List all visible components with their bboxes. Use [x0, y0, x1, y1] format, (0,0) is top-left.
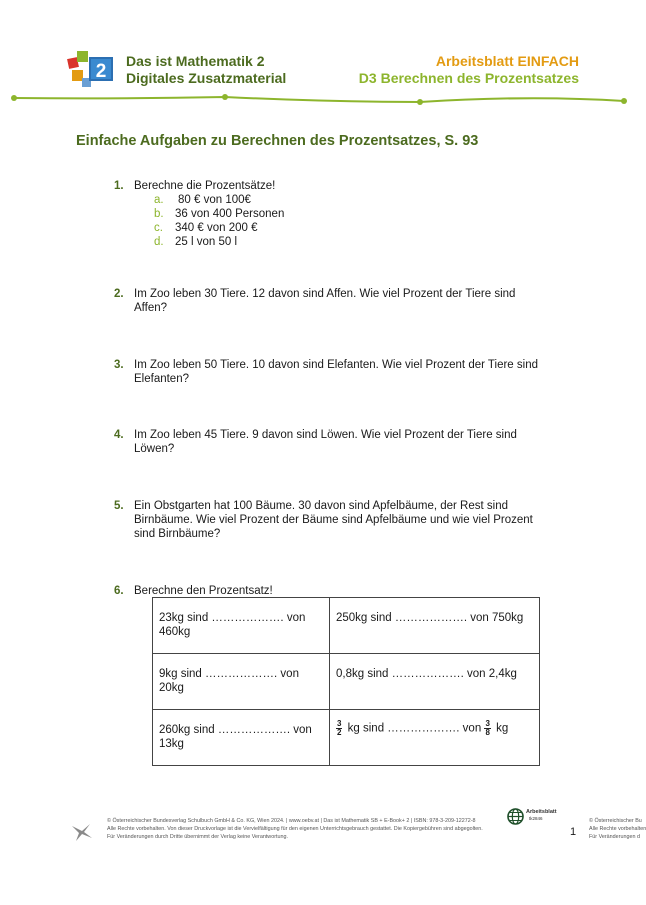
fraction [336, 720, 342, 737]
cut-off-copyright [589, 817, 646, 841]
task-number: 4. [114, 429, 124, 441]
task-number: 2. [114, 288, 124, 300]
cell-text: 460kg [159, 626, 191, 638]
table-cell [153, 598, 330, 654]
cell-text: 13kg [159, 738, 184, 750]
page-title: Einfache Aufgaben zu Berechnen des Prozentsatzes, S. 93 [76, 133, 479, 149]
copyright-footer [107, 817, 507, 841]
task-text-line3: sind Birnbäume? [134, 528, 221, 540]
cell-text: 0,8kg sind ………………. von 2,4kg [336, 668, 517, 680]
task-2 [114, 287, 554, 315]
fraction [484, 720, 490, 737]
copyright-line: Alle Rechte vorbehalten. Von dieser Druckvorlage ist die Vervielfältigung für den eigenen Unterrichtsgebrauch gestattet. Die Kopiergebühren sind abgegolten. [107, 826, 483, 832]
task-1 [114, 179, 554, 249]
task-4 [114, 428, 554, 456]
task-text-line2: Elefanten? [134, 373, 189, 385]
subtask-text: 36 von 400 Personen [175, 208, 285, 220]
task-text-line1: Im Zoo leben 50 Tiere. 10 davon sind Elefanten. Wie viel Prozent der Tiere sind [134, 359, 538, 371]
subtask-letter: d. [154, 236, 164, 248]
copyright-line: © Österreichischer Bu [589, 818, 642, 824]
subtask-d [134, 235, 554, 249]
subtask-letter: c. [154, 222, 163, 234]
publisher-logo-icon [70, 822, 94, 842]
task-text-line2: Löwen? [134, 443, 175, 455]
subtask-a [134, 193, 554, 207]
table-cell [330, 710, 540, 766]
task-number: 6. [114, 585, 124, 597]
subtask-text: 340 € von 200 € [175, 222, 258, 234]
task-5 [114, 499, 554, 541]
worksheet-badge-code: tk2846 [529, 816, 543, 821]
table-cell [153, 710, 330, 766]
table-cell [330, 598, 540, 654]
fraction-numerator: 3 [485, 719, 490, 728]
subtask-b [134, 207, 554, 221]
subtask-letter: a. [154, 194, 164, 206]
table-row [153, 598, 540, 654]
task-3 [114, 358, 554, 386]
task-number: 3. [114, 359, 124, 371]
worksheet-badge-label: Arbeitsblatt [526, 809, 557, 815]
sheet-topic: D3 Berechnen des Prozentsatzes [358, 70, 579, 86]
exercise-table [152, 597, 540, 766]
task-6 [114, 584, 554, 598]
logo-digit: 2 [95, 61, 107, 82]
brand-title: Das ist Mathematik 2 [126, 53, 265, 69]
task-number: 1. [114, 180, 124, 192]
header-divider [0, 88, 640, 114]
cell-text: kg sind ………………. von [347, 722, 482, 735]
task-text-line1: Im Zoo leben 30 Tiere. 12 davon sind Affen. Wie viel Prozent der Tiere sind [134, 288, 516, 300]
cell-text: 9kg sind ………………. von [159, 668, 299, 680]
cell-text: 20kg [159, 682, 184, 694]
copyright-line: © Österreichischer Bundesverlag Schulbuch GmbH & Co. KG, Wien 2024. | www.oebv.at | Das ist Mathematik SB + E-Book+ 2 | ISBN: 978-3-209-12272-8 [107, 818, 476, 824]
subtask-letter: b. [154, 208, 164, 220]
globe-icon [507, 808, 524, 825]
task-text: Berechne die Prozentsätze! [134, 180, 276, 192]
subtask-text: 80 € von 100€ [178, 194, 251, 206]
table-cell [330, 654, 540, 710]
copyright-line: Alle Rechte vorbehalten [589, 826, 646, 832]
sheet-level: Arbeitsblatt EINFACH [435, 53, 579, 69]
task-text-line1: Ein Obstgarten hat 100 Bäume. 30 davon sind Apfelbäume, der Rest sind [134, 500, 508, 512]
fraction-numerator: 3 [337, 719, 342, 728]
table-cell [153, 654, 330, 710]
table-row [153, 654, 540, 710]
fraction-denominator: 8 [485, 728, 490, 737]
task-text-line2: Affen? [134, 302, 168, 314]
logo-cubes-icon [66, 48, 116, 90]
task-text-line2: Birnbäume. Wie viel Prozent der Bäume sind Apfelbäume und wie viel Prozent [134, 514, 533, 526]
cell-text: 260kg sind ………………. von [159, 724, 312, 736]
page-number: 1 [570, 826, 577, 838]
task-number: 5. [114, 500, 124, 512]
task-text-line1: Im Zoo leben 45 Tiere. 9 davon sind Löwen. Wie viel Prozent der Tiere sind [134, 429, 517, 441]
subtask-text: 25 l von 50 l [175, 236, 238, 248]
cell-text: 23kg sind ………………. von [159, 612, 306, 624]
cell-text: 250kg sind ………………. von 750kg [336, 612, 524, 624]
cell-text: kg [496, 722, 509, 735]
brand-subtitle: Digitales Zusatzmaterial [126, 70, 287, 86]
subtask-c [134, 221, 554, 235]
fraction-denominator: 2 [337, 728, 342, 737]
task-text: Berechne den Prozentsatz! [134, 585, 273, 597]
copyright-line: Für Veränderungen d [589, 834, 640, 840]
table-row [153, 710, 540, 766]
copyright-line: Für Veränderungen durch Dritte übernimmt der Verlag keine Verantwortung. [107, 834, 288, 840]
